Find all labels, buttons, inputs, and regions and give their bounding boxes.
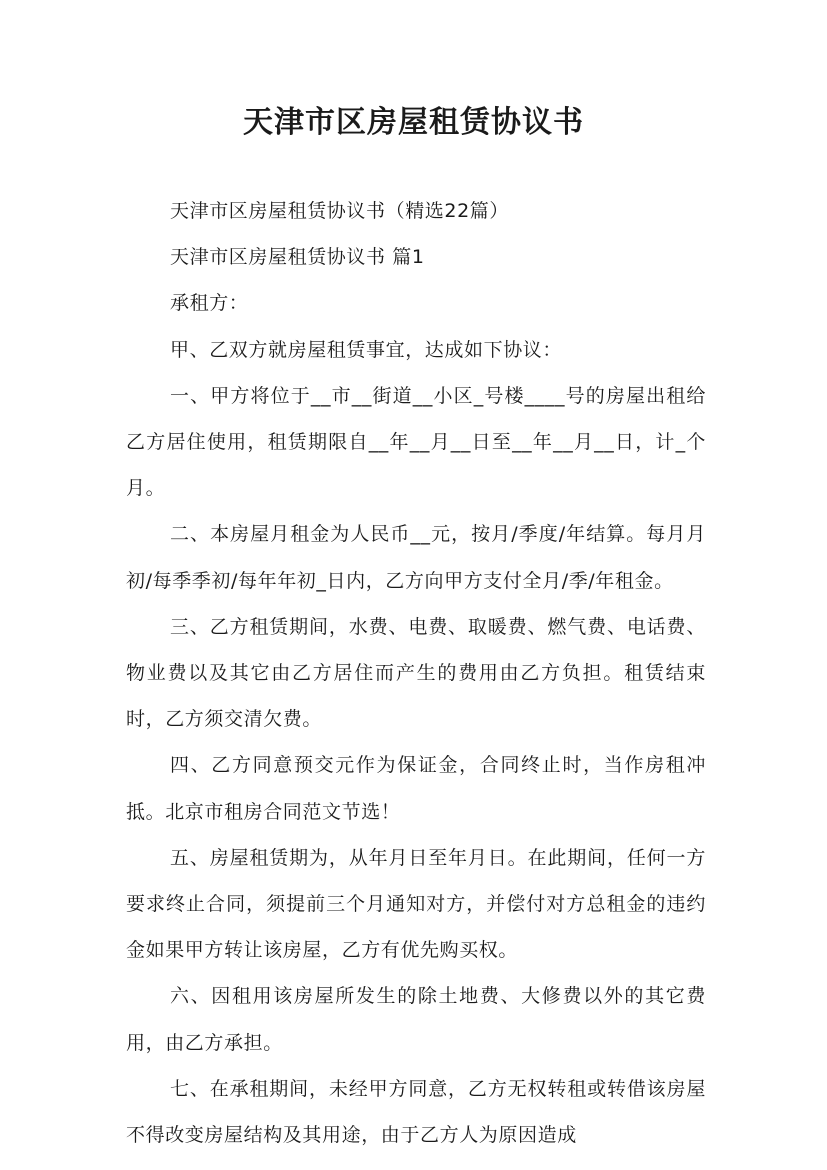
paragraph-tenant: 承租方：	[170, 292, 249, 315]
clause-3: 三、乙方租赁期间，水费、电费、取暖费、燃气费、电话费、物业费以及其它由乙方居住而产生的费用由乙方负担。租赁结束时，乙方须交清欠费。	[126, 615, 706, 731]
clause-7: 七、在承租期间，未经甲方同意，乙方无权转租或转借该房屋不得改变房屋结构及其用途，由于乙方人为原因造成	[126, 1077, 706, 1147]
clause-5: 五、房屋租赁期为，从年月日至年月日。在此期间，任何一方要求终止合同，须提前三个月通知对方，并偿付对方总租金的违约金如果甲方转让该房屋，乙方有优先购买权。	[126, 846, 706, 962]
paragraph-section-heading: 天津市区房屋租赁协议书 篇1	[170, 246, 425, 269]
document-title: 天津市区房屋租赁协议书	[243, 105, 584, 140]
document-body	[126, 188, 706, 1158]
paragraph-agreement-intro: 甲、乙双方就房屋租赁事宜，达成如下协议：	[170, 338, 563, 361]
paragraph-subtitle: 天津市区房屋租赁协议书（精选22篇）	[170, 200, 509, 222]
clause-2: 二、本房屋月租金为人民币__元，按月/季度/年结算。每月月初/每季季初/每年年初_日内，乙方向甲方支付全月/季/年租金。	[126, 523, 706, 592]
clause-1: 一、甲方将位于__市__街道__小区_号楼____号的房屋出租给乙方居住使用，租赁期限自__年__月__日至__年__月__日，计_个月。	[126, 384, 706, 500]
clause-6: 六、因租用该房屋所发生的除土地费、大修费以外的其它费用，由乙方承担。	[126, 985, 706, 1054]
clause-4: 四、乙方同意预交元作为保证金，合同终止时，当作房租冲抵。北京市租房合同范文节选！	[126, 754, 706, 823]
